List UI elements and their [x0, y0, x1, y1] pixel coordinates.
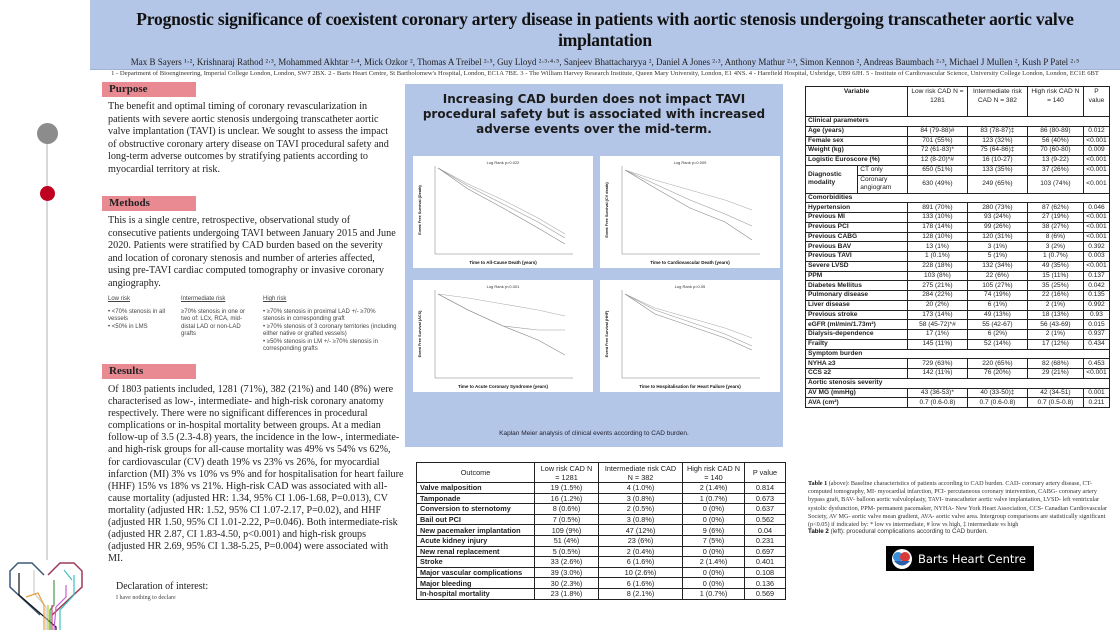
cell-value: 178 (14%): [907, 222, 967, 232]
cell-value: 6 (2%): [967, 330, 1027, 340]
section-row: [806, 117, 1110, 127]
cell-value: 2 (1.4%): [683, 483, 745, 494]
cell-value: 249 (65%): [967, 175, 1027, 193]
cell-value: 0.211: [1083, 398, 1109, 408]
variable-name: AVA (cm²): [806, 398, 908, 408]
cell-value: 8 (6%): [1027, 232, 1083, 242]
cell-value: 47 (12%): [599, 525, 683, 536]
cell-value: <0.001: [1083, 156, 1109, 166]
cell-value: 43 (36-53)*: [907, 388, 967, 398]
cell-value: 9 (6%): [683, 525, 745, 536]
table1-caption-label: Table 1: [808, 480, 828, 487]
table-row: [806, 242, 1110, 252]
cell-value: 75 (64-86)‡: [967, 146, 1027, 156]
methods-heading: Methods: [102, 196, 196, 211]
table-row: [417, 535, 786, 546]
procedural-complications-table: [416, 462, 786, 600]
variable-name: Age (years): [806, 126, 908, 136]
cell-value: 38 (27%): [1027, 222, 1083, 232]
cell-value: 0.562: [745, 514, 786, 525]
outcome-name: New renal replacement: [417, 546, 535, 557]
outcome-name: Major bleeding: [417, 578, 535, 589]
variable-name: Weight (kg): [806, 146, 908, 156]
cell-value: 120 (31%): [967, 232, 1027, 242]
cell-value: 0.001: [1083, 388, 1109, 398]
cell-value: 58 (45-72)*#: [907, 320, 967, 330]
cell-value: 128 (10%): [907, 232, 967, 242]
cell-value: 8 (0.6%): [535, 504, 599, 515]
cell-value: 2 (0.5%): [599, 504, 683, 515]
cell-value: 220 (65%): [967, 359, 1027, 369]
cell-value: 16 (1.2%): [535, 493, 599, 504]
cell-value: 19 (1.5%): [535, 483, 599, 494]
cell-value: 0 (0%): [683, 546, 745, 557]
cell-value: 701 (55%): [907, 136, 967, 146]
variable-name: Previous PCI: [806, 222, 908, 232]
variable-name: Previous MI: [806, 213, 908, 223]
y-axis-label: Event Free Survival (HHF): [605, 310, 609, 358]
table-row: [806, 261, 1110, 271]
table2-caption: [808, 528, 988, 535]
outcome-name: Acute kidney injury: [417, 535, 535, 546]
cell-value: 1 (0.7%): [1027, 252, 1083, 262]
outcome-name: Major vascular complications: [417, 567, 535, 578]
column-header: Variable: [806, 87, 908, 117]
cell-value: 3 (1%): [967, 242, 1027, 252]
cell-value: 6 (1.6%): [599, 578, 683, 589]
cell-value: 0.937: [1083, 330, 1109, 340]
cell-value: 23 (6%): [599, 535, 683, 546]
outcome-name: Stroke: [417, 557, 535, 568]
cell-value: 1 (0.7%): [683, 493, 745, 504]
outcome-name: Tamponade: [417, 493, 535, 504]
cell-value: 6 (1%): [967, 300, 1027, 310]
risk-group-label: High risk: [263, 296, 287, 302]
cell-value: 20 (2%): [907, 300, 967, 310]
cell-value: 228 (18%): [907, 261, 967, 271]
cell-value: 132 (34%): [967, 261, 1027, 271]
table-row: [806, 232, 1110, 242]
cell-value: 284 (22%): [907, 291, 967, 301]
cell-value: 10 (2.6%): [599, 567, 683, 578]
cell-value: 650 (51%): [907, 165, 967, 175]
cell-value: 83 (78-87)‡: [967, 126, 1027, 136]
outcome-name: Bail out PCI: [417, 514, 535, 525]
cell-value: 8 (2.1%): [599, 588, 683, 599]
table-row: [417, 546, 786, 557]
variable-name: AV MG (mmHg): [806, 388, 908, 398]
variable-name: Pulmonary disease: [806, 291, 908, 301]
table-row: [417, 525, 786, 536]
variable-name: Frailty: [806, 339, 908, 349]
cell-value: 5 (0.5%): [535, 546, 599, 557]
cell-value: 0.231: [745, 535, 786, 546]
cell-value: <0.001: [1083, 222, 1109, 232]
cell-value: 17 (12%): [1027, 339, 1083, 349]
cell-value: 0.015: [1083, 320, 1109, 330]
cell-value: 142 (11%): [907, 369, 967, 379]
variable-name: Previous TAVI: [806, 252, 908, 262]
cell-value: 29 (21%): [1027, 369, 1083, 379]
variable-name: Previous stroke: [806, 310, 908, 320]
risk-group-label: Intermediate risk: [181, 296, 226, 302]
variable-name: Hypertension: [806, 203, 908, 213]
table-row: [806, 156, 1110, 166]
cell-value: 0 (0%): [683, 514, 745, 525]
cell-value: 0.637: [745, 504, 786, 515]
column-header: High risk CAD N = 140: [683, 463, 745, 483]
section-label: Clinical parameters: [806, 117, 1110, 127]
cell-value: 105 (27%): [967, 281, 1027, 291]
affiliations: 1 - Department of Bioengineering, Imperial College London, London, SW7 2BX. 2 - Barts Heart Centre, St Bartholomew's Hospital, London, EC1A 7BE. 3 - The William Harvey Research Institute, Queen Mary University, London, E1 4NS. 4 - Harefield Hospital, Uxbridge, UB9 6JH. 5 - Institute of Cardiovascular Science, University College London, London, EC1E 6BT: [111, 70, 1099, 77]
cell-value: 13 (9-22): [1027, 156, 1083, 166]
table-row: [806, 330, 1110, 340]
column-header: P value: [1083, 87, 1109, 117]
cell-value: <0.001: [1083, 369, 1109, 379]
author-list: Max B Sayers ¹·², Krishnaraj Rathod ²·³, Mohammed Akhtar ²·⁴, Mick Ozkor ², Thomas A Treibel ²·⁵, Guy Lloyd ²·³·⁴·⁵, Sanjeev Bhattacharyya ², Daniel A Jones ²·³, Anthony Mathur ²·³, Simon Kennon ², Andreas Baumbach ²·³, Michael J Mullen ², Kush P Patel ²·⁵: [130, 57, 1080, 67]
chart-title: Log Rank p=0.009: [673, 160, 707, 165]
risk-item: • ≥70% stenosis in proximal LAD +/- ≥70% stenosis in corresponding graft: [263, 309, 398, 324]
cell-value: 0.814: [745, 483, 786, 494]
section-label: Comorbidities: [806, 193, 1110, 203]
cell-value: 275 (21%): [907, 281, 967, 291]
cell-value: 2 (1%): [1027, 330, 1083, 340]
cell-value: <0.001: [1083, 175, 1109, 193]
cell-value: 3 (0.8%): [599, 514, 683, 525]
cell-value: 33 (2.6%): [535, 557, 599, 568]
key-finding-headline: Increasing CAD burden does not impact TAVI procedural safety but is associated with increased adverse events over the mid-term.: [422, 92, 766, 136]
risk-item: • <50% in LMS: [108, 324, 174, 332]
poster-header: [90, 0, 1120, 77]
km-chart-acs: [413, 280, 593, 392]
cell-value: 630 (49%): [907, 175, 967, 193]
table-row: [417, 504, 786, 515]
cell-value: 0.04: [745, 525, 786, 536]
y-axis-label: Event Free Survival (ACS): [418, 310, 422, 358]
table-row: [806, 369, 1110, 379]
risk-item: ≥70% stenosis in one or two of: LCx, RCA, mid-distal LAD or non-LAD grafts: [181, 308, 245, 337]
heart-logo-icon: [890, 548, 914, 570]
risk-group-high: [263, 296, 398, 354]
risk-group-low: [108, 296, 174, 331]
km-chart-hhf: [600, 280, 780, 392]
section-label: Aortic stenosis severity: [806, 378, 1110, 388]
cell-value: 18 (13%): [1027, 310, 1083, 320]
variable-name: Liver disease: [806, 300, 908, 310]
table-row: [417, 483, 786, 494]
chart-title: Log Rank p=0.022: [486, 160, 520, 165]
section-row: [806, 193, 1110, 203]
column-header: Outcome: [417, 463, 535, 483]
table1-caption: [808, 480, 1108, 529]
cell-value: 39 (3.0%): [535, 567, 599, 578]
cell-value: 22 (6%): [967, 271, 1027, 281]
cell-value: 133 (10%): [907, 213, 967, 223]
cell-value: 103 (8%): [907, 271, 967, 281]
table-row: [806, 252, 1110, 262]
section-row: [806, 349, 1110, 359]
cell-value: 84 (79-88)#: [907, 126, 967, 136]
table-row: [806, 320, 1110, 330]
cell-value: 56 (43-69): [1027, 320, 1083, 330]
sub-variable-name: CT only: [858, 165, 908, 175]
cell-value: 0.673: [745, 493, 786, 504]
column-header: Low risk CAD N = 1281: [907, 87, 967, 117]
x-axis-label: Time to Cardiovascular Death (years): [650, 260, 730, 265]
risk-item: • <70% stenosis in all vessels: [108, 309, 174, 324]
table-row: [806, 300, 1110, 310]
cell-value: 729 (63%): [907, 359, 967, 369]
risk-group-intermediate: [181, 296, 253, 339]
purpose-text: The benefit and optimal timing of coronary revascularization in patients with severe aortic stenosis undergoing transcatheter aortic valve implantation (TAVI) is unclear. We sought to assess the impact of obstructive coronary artery disease on TAVI procedural safety and long-term adverse outcomes by stratifying patients according to myocardial territory at risk.: [108, 101, 389, 175]
cell-value: 123 (32%): [967, 136, 1027, 146]
cell-value: 109 (9%): [535, 525, 599, 536]
cell-value: 87 (62%): [1027, 203, 1083, 213]
cell-value: 6 (1.6%): [599, 557, 683, 568]
timeline-line: [46, 140, 48, 560]
section-row: [806, 378, 1110, 388]
sub-variable-name: Coronary angiogram: [858, 175, 908, 193]
table-row: [806, 398, 1110, 408]
table-row: [806, 310, 1110, 320]
cell-value: <0.001: [1083, 232, 1109, 242]
cell-value: 133 (35%): [967, 165, 1027, 175]
methods-text: This is a single centre, retrospective, observational study of consecutive patients undergoing TAVI between January 2015 and June 2020. Patients were stratified by CAD burden based on the severity and location of coronary stenosis and number of arteries affected, using pre-TAVI cardiac computed tomography or invasive coronary angiography.: [108, 215, 396, 289]
cell-value: 17 (1%): [907, 330, 967, 340]
cell-value: 0.135: [1083, 291, 1109, 301]
cell-value: 23 (1.8%): [535, 588, 599, 599]
logo-text: Barts Heart Centre: [918, 551, 1026, 566]
cell-value: 0 (0%): [683, 578, 745, 589]
table-row: [806, 291, 1110, 301]
cell-value: 891 (70%): [907, 203, 967, 213]
column-header: High risk CAD N = 140: [1027, 87, 1083, 117]
table-row: [417, 493, 786, 504]
cell-value: 3 (2%): [1027, 242, 1083, 252]
cell-value: 49 (35%): [1027, 261, 1083, 271]
declaration-text: I have nothing to declare: [116, 595, 176, 601]
cell-value: 0.434: [1083, 339, 1109, 349]
cell-value: 35 (25%): [1027, 281, 1083, 291]
variable-name: eGFR (ml/min/1.73m²): [806, 320, 908, 330]
table-row: [417, 588, 786, 599]
graphical-abstract: [405, 84, 783, 447]
km-caption: Kaplan Meier analysis of clinical events according to CAD burden.: [499, 430, 689, 437]
table-row: [806, 213, 1110, 223]
x-axis-label: Time to Hospitalisation for Heart Failure (years): [639, 384, 741, 389]
column-header: P value: [745, 463, 786, 483]
cell-value: 2 (1.4%): [683, 557, 745, 568]
table-row: [417, 578, 786, 589]
cell-value: 2 (1%): [1027, 300, 1083, 310]
cell-value: 0.7 (0.6-0.8): [907, 398, 967, 408]
cell-value: 93 (24%): [967, 213, 1027, 223]
column-header: Low risk CAD N = 1281: [535, 463, 599, 483]
declaration-heading: Declaration of interest:: [116, 581, 209, 592]
table-row: [806, 359, 1110, 369]
chart-title: Log Rank p=0.05: [674, 284, 706, 289]
table-row: [806, 339, 1110, 349]
variable-name: Diabetes Mellitus: [806, 281, 908, 291]
cell-value: 37 (26%): [1027, 165, 1083, 175]
table2-caption-text: (left): procedural complications according to CAD burden.: [828, 528, 988, 535]
cell-value: 0.93: [1083, 310, 1109, 320]
variable-name: Logistic Euroscore (%): [806, 156, 908, 166]
cell-value: 0.392: [1083, 242, 1109, 252]
cell-value: 0.108: [745, 567, 786, 578]
cell-value: 0.042: [1083, 281, 1109, 291]
cell-value: 0.7 (0.6-0.8): [967, 398, 1027, 408]
outcome-name: Valve malposition: [417, 483, 535, 494]
risk-item: • ≥70% stenosis of 3 coronary territories (including either native or grafted vessels): [263, 324, 398, 339]
heart-circuit-icon: [4, 535, 90, 630]
cell-value: 0.697: [745, 546, 786, 557]
timeline-dot-grey: [37, 123, 58, 144]
variable-name: CCS ≥2: [806, 369, 908, 379]
column-header: Intermediate risk CAD N = 382: [599, 463, 683, 483]
cell-value: 70 (60-80): [1027, 146, 1083, 156]
cell-value: 0.569: [745, 588, 786, 599]
cell-value: 0.992: [1083, 300, 1109, 310]
table-row: [806, 126, 1110, 136]
cell-value: 0.401: [745, 557, 786, 568]
table-row: [806, 203, 1110, 213]
cell-value: 13 (1%): [907, 242, 967, 252]
cell-value: 280 (73%): [967, 203, 1027, 213]
variable-name: PPM: [806, 271, 908, 281]
cell-value: <0.001: [1083, 213, 1109, 223]
cell-value: 16 (10-27): [967, 156, 1027, 166]
outcome-name: In-hospital mortality: [417, 588, 535, 599]
variable-name: Severe LVSD: [806, 261, 908, 271]
cell-value: 0 (0%): [683, 504, 745, 515]
cell-value: 0 (0%): [683, 567, 745, 578]
cell-value: 82 (68%): [1027, 359, 1083, 369]
cell-value: 0.136: [745, 578, 786, 589]
table-row: [806, 388, 1110, 398]
risk-group-label: Low risk: [108, 296, 131, 302]
cell-value: 0.137: [1083, 271, 1109, 281]
cell-value: 12 (8-20)*#: [907, 156, 967, 166]
cell-value: 0.453: [1083, 359, 1109, 369]
cell-value: 30 (2.3%): [535, 578, 599, 589]
cell-value: 2 (0.4%): [599, 546, 683, 557]
table-row: [417, 567, 786, 578]
section-label: Symptom burden: [806, 349, 1110, 359]
table-row: [806, 222, 1110, 232]
cell-value: 5 (1%): [967, 252, 1027, 262]
table-row: [806, 136, 1110, 146]
cell-value: 74 (19%): [967, 291, 1027, 301]
cell-value: 103 (74%): [1027, 175, 1083, 193]
table-row: [417, 514, 786, 525]
cell-value: 7 (5%): [683, 535, 745, 546]
cell-value: 86 (80-89): [1027, 126, 1083, 136]
x-axis-label: Time to All-Cause Death (years): [469, 260, 537, 265]
cell-value: 76 (20%): [967, 369, 1027, 379]
cell-value: <0.001: [1083, 136, 1109, 146]
variable-name: Previous BAV: [806, 242, 908, 252]
table2-caption-label: Table 2: [808, 528, 829, 535]
cell-value: 55 (42-67): [967, 320, 1027, 330]
cell-value: 15 (11%): [1027, 271, 1083, 281]
variable-name: Diagnostic modality: [806, 165, 858, 193]
cell-value: 99 (26%): [967, 222, 1027, 232]
purpose-heading: Purpose: [102, 82, 196, 97]
cell-value: <0.001: [1083, 261, 1109, 271]
variable-name: Female sex: [806, 136, 908, 146]
outcome-name: New pacemaker implantation: [417, 525, 535, 536]
km-chart-cv-death: [600, 156, 780, 268]
variable-name: Previous CABG: [806, 232, 908, 242]
table-row: [417, 557, 786, 568]
cell-value: 0.003: [1083, 252, 1109, 262]
cell-value: 56 (40%): [1027, 136, 1083, 146]
cell-value: <0.001: [1083, 165, 1109, 175]
column-header: Intermediate risk CAD N = 382: [967, 87, 1027, 117]
cell-value: 0.012: [1083, 126, 1109, 136]
table-row: [806, 165, 1110, 175]
cell-value: 173 (14%): [907, 310, 967, 320]
chart-title: Log Rank p<0.001: [486, 284, 520, 289]
table-row: [806, 281, 1110, 291]
cell-value: 72 (61-83)*: [907, 146, 967, 156]
table-row: [806, 146, 1110, 156]
variable-name: Dialysis-dependence: [806, 330, 908, 340]
cell-value: 145 (11%): [907, 339, 967, 349]
cell-value: 0.7 (0.5-0.8): [1027, 398, 1083, 408]
cell-value: 22 (16%): [1027, 291, 1083, 301]
cell-value: 0.009: [1083, 146, 1109, 156]
cell-value: 49 (13%): [967, 310, 1027, 320]
risk-item: • ≥50% stenosis in LM +/- ≥70% stenosis in corresponding grafts: [263, 339, 398, 354]
cell-value: 7 (0.5%): [535, 514, 599, 525]
y-axis-label: Event Free Survival (CV death): [605, 182, 609, 238]
cell-value: 1 (0.7%): [683, 588, 745, 599]
outcome-name: Conversion to sternotomy: [417, 504, 535, 515]
cell-value: 4 (1.0%): [599, 483, 683, 494]
cell-value: 0.046: [1083, 203, 1109, 213]
barts-heart-centre-logo: [886, 546, 1034, 571]
timeline-dot-red: [40, 186, 55, 201]
cell-value: 3 (0.8%): [599, 493, 683, 504]
cell-value: 42 (34-51): [1027, 388, 1083, 398]
poster-title: Prognostic significance of coexistent coronary artery disease in patients with aortic stenosis undergoing transcatheter aortic valve implantation: [136, 9, 1074, 50]
cell-value: 27 (19%): [1027, 213, 1083, 223]
cell-value: 52 (14%): [967, 339, 1027, 349]
x-axis-label: Time to Acute Coronary Syndrome (years): [457, 384, 549, 389]
table1-caption-text: (above): Baseline characteristics of patients according to CAD burden. CAD- coronary artery disease, CT- computed tomography, MI- myocardial infarction, PCI- percutaneous coronary intervention, CABG- coronary artery bypass graft, BAV- balloon aortic valvuloplasty, TAVI- transcatheter aortic valve implantation, LVSD- left ventricular systolic dysfunction, PPM- permanent pacemaker, NYHA- New York Heart Association, CCS- Canadian Cardiovascular Society, AV MG- aortic valve mean gradient, AVA- aortic valve area. Intergroup comparisons are statistically significant (p<0.05) if indicated by: * low vs intermediate, # low vs high, ‡ intermediate vs high: [808, 480, 1108, 529]
results-heading: Results: [102, 364, 196, 379]
y-axis-label: Event Free Survival (Death): [418, 185, 422, 235]
variable-name: NYHA ≥3: [806, 359, 908, 369]
table-row: [806, 271, 1110, 281]
results-text: Of 1803 patients included, 1281 (71%), 382 (21%) and 140 (8%) were characterised as low-, intermediate- and high-risk coronary anatomy respectively. There were no significant differences in procedural complications or in-hospital mortality between groups. At a median follow-up of 3.5 (2.3-4.8) years, the incidence in the low-, intermediate- and high-risk groups for all-cause mortality was 49% vs 54% vs 62%, for cardiovascular (CV) death 19% vs 23% vs 26%, for myocardial infarction (MI) 3% vs 10% vs 9% and for hospitalisation for heart failure (HHF) 15% vs 18% vs 21%. High-risk CAD was associated with all-cause mortality (adjusted HR: 1.34, 95% CI 1.06-1.68, P=0.013), CV mortality (adjusted HR: 1.52, 95% CI 1.07-2.17, P=0.02), and HHF (adjusted HR 1.50, 95% CI 1.01-2.22, P=0.046). Both intermediate-risk (adjusted HR 2.87, CI 1.83-4.50, p<0.001) and high-risk groups (adjusted HR 2.69, 95% CI 1.38-5.25, P=0.004) were associated with MI.: [108, 384, 404, 565]
baseline-characteristics-table: [805, 86, 1110, 408]
cell-value: 51 (4%): [535, 535, 599, 546]
cell-value: 1 (0.1%): [907, 252, 967, 262]
km-chart-all-cause-death: [413, 156, 593, 268]
cell-value: 40 (33-50)‡: [967, 388, 1027, 398]
